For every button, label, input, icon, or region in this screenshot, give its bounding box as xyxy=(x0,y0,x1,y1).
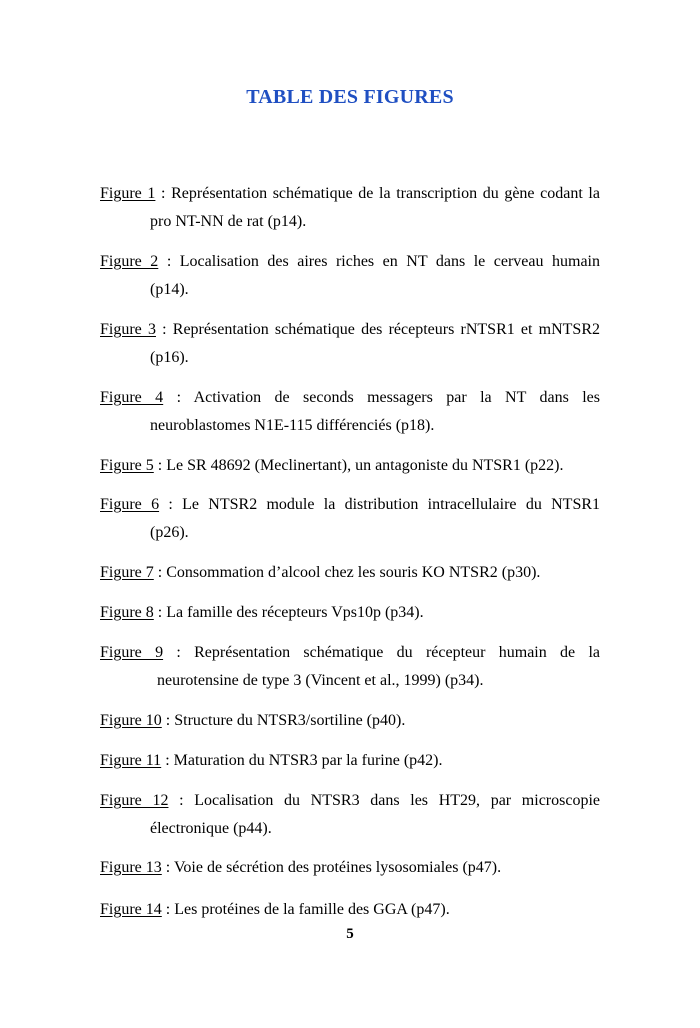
figure-separator: : xyxy=(153,604,167,621)
figure-label: Figure 14 xyxy=(100,901,162,918)
figure-label: Figure 10 xyxy=(100,712,162,729)
figure-label: Figure 8 xyxy=(100,604,154,621)
page-title: TABLE DES FIGURES xyxy=(246,86,454,108)
figure-entry-11 xyxy=(100,747,600,775)
figure-label: Figure 1 xyxy=(100,185,156,202)
figure-separator: : xyxy=(163,389,194,406)
figure-separator: : xyxy=(153,564,167,581)
figure-entry-14 xyxy=(100,896,600,924)
figure-text: Voie de sécrétion des protéines lysosomiales (p47). xyxy=(173,859,502,876)
figure-text-continued: électronique (p44). xyxy=(150,820,272,837)
figure-separator: : xyxy=(158,253,180,270)
figure-text: Représentation schématique du récepteur humain de la xyxy=(194,644,600,661)
figure-label: Figure 3 xyxy=(100,321,156,338)
figure-text: Représentation schématique de la transcription du gène codant la xyxy=(171,185,600,202)
figure-entry-2 xyxy=(100,248,600,304)
figure-text: La famille des récepteurs Vps10p (p34). xyxy=(166,604,424,621)
figure-separator: : xyxy=(155,185,172,202)
figure-text-continued: (p14). xyxy=(150,281,189,298)
figure-separator: : xyxy=(163,644,195,661)
figure-text: Représentation schématique des récepteurs rNTSR1 et mNTSR2 xyxy=(172,321,600,338)
figure-label: Figure 6 xyxy=(100,496,160,513)
figure-entry-5 xyxy=(100,452,600,480)
figure-text: Maturation du NTSR3 par la furine (p42). xyxy=(173,752,443,769)
figure-entry-13 xyxy=(100,854,600,882)
figure-label: Figure 9 xyxy=(100,644,164,661)
page-number: 5 xyxy=(346,926,354,942)
figure-separator: : xyxy=(153,457,167,474)
figure-entry-9 xyxy=(100,639,600,695)
figure-separator: : xyxy=(161,901,175,918)
figure-separator: : xyxy=(155,321,173,338)
figure-text-continued: neurotensine de type 3 (Vincent et al., 1999) (p34). xyxy=(157,672,484,689)
figure-separator: : xyxy=(161,712,175,729)
figure-separator: : xyxy=(168,792,195,809)
figure-text-continued: (p16). xyxy=(150,349,189,366)
figure-label: Figure 7 xyxy=(100,564,154,581)
figure-separator: : xyxy=(161,859,174,876)
figure-entry-4 xyxy=(100,384,600,440)
figure-label: Figure 13 xyxy=(100,859,162,876)
figure-entry-12 xyxy=(100,787,600,843)
figure-label: Figure 4 xyxy=(100,389,164,406)
figure-text-continued: (p26). xyxy=(150,524,189,541)
figure-label: Figure 12 xyxy=(100,792,169,809)
figure-text-continued: neuroblastomes N1E-115 différenciés (p18). xyxy=(150,417,435,434)
figure-text: Localisation du NTSR3 dans les HT29, par microscopie xyxy=(194,792,600,809)
figure-label: Figure 11 xyxy=(100,752,162,769)
figure-entry-6 xyxy=(100,491,600,547)
figure-entry-3 xyxy=(100,316,600,372)
figure-entry-8 xyxy=(100,599,600,627)
figure-separator: : xyxy=(161,752,174,769)
figure-text: Localisation des aires riches en NT dans le cerveau humain xyxy=(179,253,600,270)
figure-entry-1 xyxy=(100,180,600,236)
figure-text-continued: pro NT-NN de rat (p14). xyxy=(150,213,307,230)
figure-entry-10 xyxy=(100,707,600,735)
figure-separator: : xyxy=(159,496,183,513)
figure-entry-7 xyxy=(100,559,600,587)
figure-text: Le SR 48692 (Meclinertant), un antagoniste du NTSR1 (p22). xyxy=(166,457,564,474)
figure-text: Les protéines de la famille des GGA (p47). xyxy=(174,901,450,918)
figure-label: Figure 2 xyxy=(100,253,159,270)
figure-text: Activation de seconds messagers par la NT dans les xyxy=(193,389,601,406)
figure-text: Le NTSR2 module la distribution intracellulaire du NTSR1 xyxy=(182,496,601,513)
figure-label: Figure 5 xyxy=(100,457,154,474)
figure-text: Structure du NTSR3/sortiline (p40). xyxy=(174,712,406,729)
figure-text: Consommation d’alcool chez les souris KO NTSR2 (p30). xyxy=(166,564,541,581)
